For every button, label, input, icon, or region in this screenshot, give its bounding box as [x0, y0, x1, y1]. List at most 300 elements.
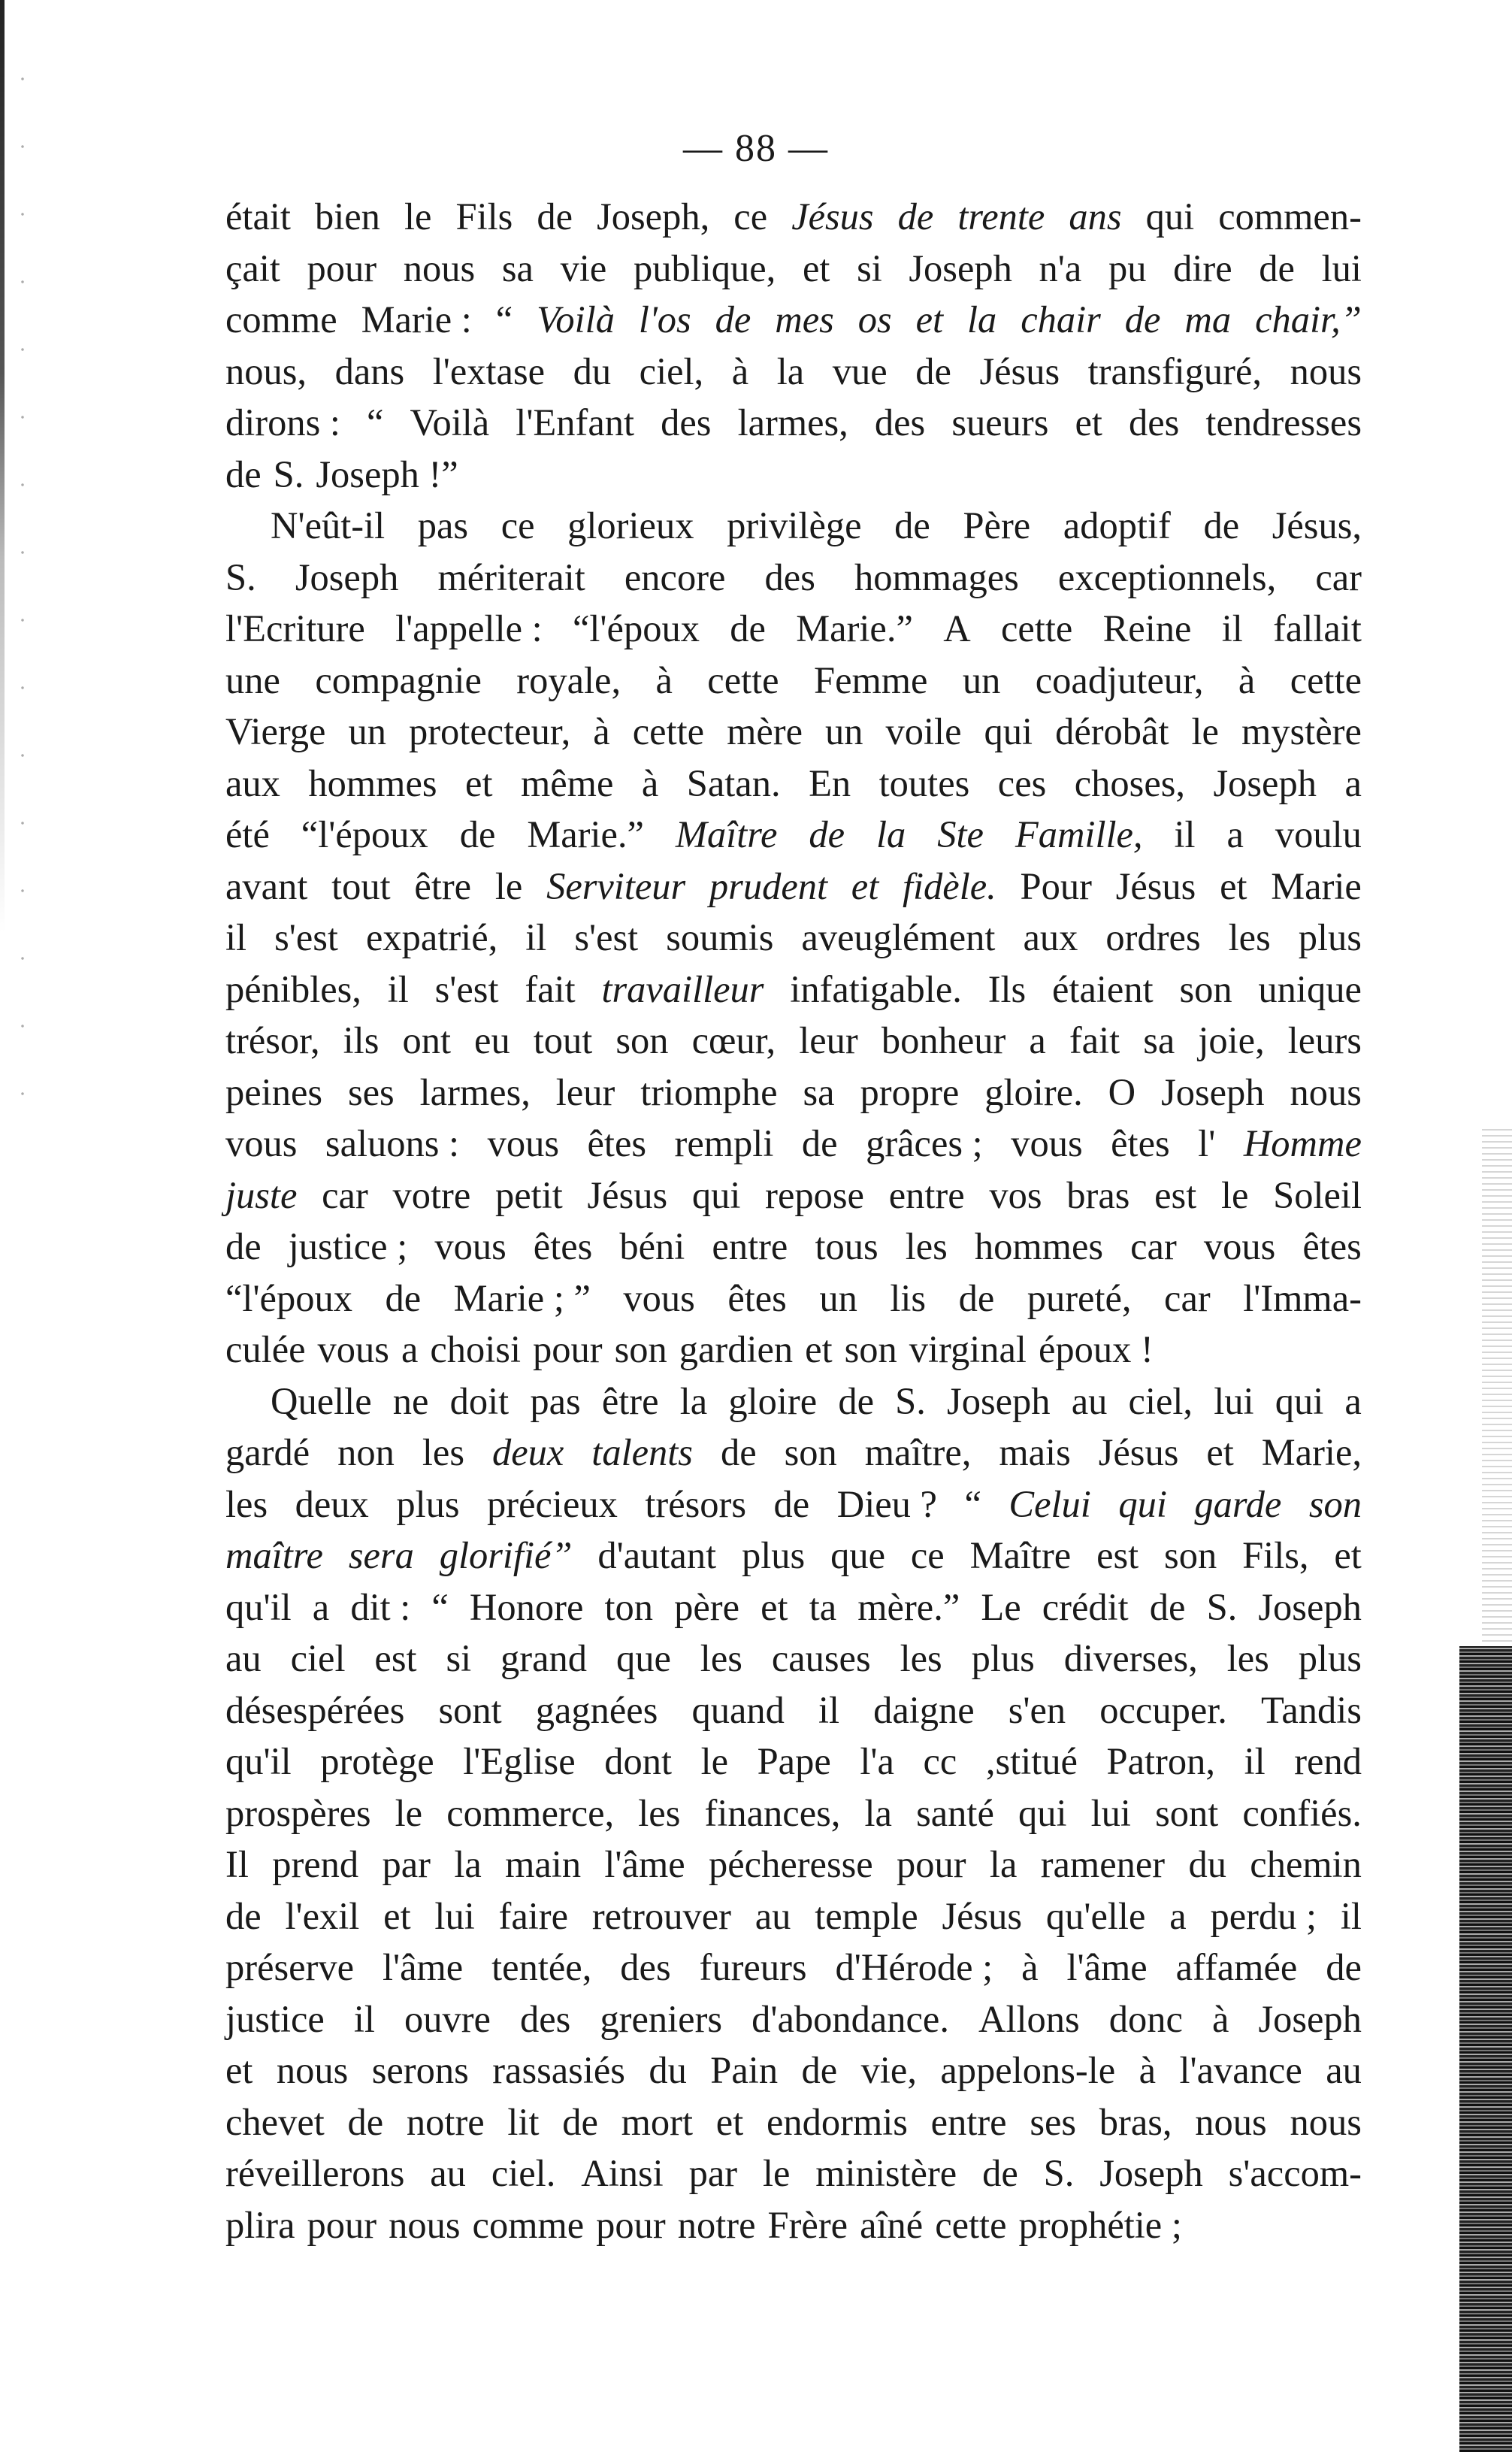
- word: protège: [320, 1740, 434, 1782]
- word: de: [809, 813, 845, 855]
- word: son: [614, 1328, 667, 1370]
- word: justice ;: [288, 1225, 408, 1267]
- word: occuper.: [1099, 1688, 1227, 1731]
- word: O: [1108, 1070, 1136, 1113]
- word: hommages: [854, 555, 1019, 598]
- word: choses,: [1074, 761, 1186, 804]
- word: de: [1124, 298, 1161, 341]
- word: fait: [525, 967, 576, 1010]
- word: les: [1226, 1637, 1269, 1679]
- word: lui: [1090, 1791, 1131, 1834]
- text-line: [225, 552, 1362, 604]
- text-line: [225, 1479, 1362, 1530]
- word: sa: [1143, 1019, 1175, 1061]
- word: privilège: [727, 504, 862, 546]
- word: son: [784, 1431, 837, 1473]
- word: sa: [501, 247, 534, 289]
- word: il: [818, 1688, 839, 1731]
- word: s'est: [574, 916, 639, 958]
- word: réveillerons: [225, 2152, 405, 2194]
- word: dit :: [350, 1585, 411, 1628]
- word: Ils: [987, 967, 1027, 1010]
- word: larmes,: [737, 401, 848, 443]
- word: l'a: [860, 1740, 894, 1782]
- word: la: [679, 1379, 708, 1422]
- word: Joseph: [1213, 761, 1317, 804]
- word: temple: [815, 1894, 918, 1937]
- page-number: — 88 —: [683, 127, 829, 170]
- word: le: [395, 1791, 423, 1834]
- word: il: [387, 967, 409, 1010]
- word: cette: [935, 2203, 1007, 2246]
- word: confiés.: [1242, 1791, 1362, 1834]
- word: ciel,: [639, 350, 704, 392]
- word: adoptif: [1063, 504, 1171, 546]
- word: deux: [491, 1431, 564, 1473]
- word: Marie: [1271, 864, 1362, 907]
- word: comme: [472, 2203, 585, 2246]
- word: et: [851, 864, 879, 907]
- body-text: [225, 191, 1362, 2251]
- word: tendresses: [1205, 401, 1362, 443]
- word: il: [225, 916, 247, 958]
- word: le: [404, 195, 432, 238]
- word: greniers: [600, 1997, 723, 2040]
- word: choisi: [430, 1328, 521, 1370]
- word: des: [874, 401, 926, 443]
- word: de: [347, 2100, 384, 2143]
- word: entre: [712, 1225, 788, 1267]
- scan-right-edge-faint: [1482, 1128, 1512, 1646]
- scan-specks: [8, 45, 38, 1097]
- word: commen-: [1218, 195, 1362, 238]
- word: prend: [272, 1843, 359, 1885]
- word: Honore: [469, 1585, 584, 1628]
- word: lis: [890, 1276, 927, 1319]
- word: cc: [923, 1740, 957, 1782]
- word: la: [776, 350, 805, 392]
- word: ces: [997, 761, 1047, 804]
- word: ta: [809, 1585, 837, 1628]
- word: au: [430, 2152, 466, 2194]
- word: ciel.: [491, 2152, 556, 2194]
- word: vous: [434, 1225, 507, 1267]
- word: Marie :: [361, 298, 472, 341]
- text-line: [225, 1118, 1362, 1170]
- word: vous: [225, 1122, 298, 1164]
- word: crédit: [1042, 1585, 1129, 1628]
- text-line: [225, 1067, 1362, 1119]
- word: çait: [225, 247, 280, 289]
- word: pas: [417, 504, 469, 546]
- word: nous,: [225, 350, 307, 392]
- word: de: [385, 1276, 422, 1319]
- text-line: [225, 706, 1362, 758]
- word: quand: [691, 1688, 785, 1731]
- word: de: [1203, 504, 1240, 546]
- word: Joseph: [947, 1379, 1051, 1422]
- word: vous: [1011, 1122, 1083, 1164]
- text-line: [225, 397, 1362, 449]
- text-line: [225, 1736, 1362, 1788]
- word: vue: [832, 350, 888, 392]
- word: qui: [691, 1173, 741, 1216]
- word: s'est: [274, 916, 338, 958]
- word: santé: [916, 1791, 994, 1834]
- word: mort: [621, 2100, 694, 2143]
- word: En: [809, 761, 851, 804]
- word: Joseph: [1258, 1997, 1362, 2040]
- word: le: [1191, 710, 1219, 752]
- word: son: [1308, 1482, 1362, 1525]
- word: un: [348, 710, 386, 752]
- word: pu: [1108, 247, 1147, 289]
- word: eu: [474, 1019, 510, 1061]
- word: bras,: [1099, 2100, 1172, 2143]
- word: a: [1344, 1379, 1362, 1422]
- word: expatrié,: [365, 916, 498, 958]
- word: aux: [225, 761, 280, 804]
- word: S.: [273, 453, 304, 495]
- word: justice: [225, 1997, 325, 2040]
- word: trésor,: [225, 1019, 320, 1061]
- word: appelons-le: [940, 2049, 1116, 2091]
- word: “: [367, 401, 384, 443]
- word: retrouver: [591, 1894, 731, 1937]
- word: et: [1220, 864, 1247, 907]
- word: son: [1179, 967, 1232, 1010]
- word: de: [801, 1122, 838, 1164]
- word: faire: [498, 1894, 569, 1937]
- word: vous: [317, 1328, 389, 1370]
- word: main: [505, 1843, 582, 1885]
- word: cœur,: [691, 1019, 776, 1061]
- text-line: [225, 1890, 1362, 1942]
- word: de: [720, 1431, 757, 1473]
- word: compagnie: [315, 658, 482, 701]
- word: Joseph: [1161, 1070, 1265, 1113]
- word: Il: [225, 1843, 249, 1885]
- word: Satan.: [686, 761, 781, 804]
- word: fait: [1069, 1019, 1120, 1061]
- text-line: [225, 1170, 1362, 1221]
- word: tous: [815, 1225, 878, 1267]
- word: Frère: [767, 2203, 848, 2246]
- word: du: [573, 350, 612, 392]
- text-line: [225, 2096, 1362, 2148]
- word: Jésus: [1115, 864, 1196, 907]
- word: sont: [1155, 1791, 1219, 1834]
- word: protecteur,: [408, 710, 571, 752]
- word: finances,: [704, 1791, 841, 1834]
- word: Patron,: [1106, 1740, 1215, 1782]
- word: et: [715, 2100, 744, 2143]
- word: Celui: [1009, 1482, 1091, 1525]
- word: voulu: [1275, 813, 1362, 855]
- text-line: [225, 758, 1362, 810]
- word: étaient: [1052, 967, 1154, 1010]
- word: à: [731, 350, 749, 392]
- word: de: [459, 813, 496, 855]
- word: prospères: [225, 1791, 371, 1834]
- word: publique,: [633, 247, 776, 289]
- word: Marie.”: [796, 607, 913, 649]
- word: il: [1174, 813, 1196, 855]
- word: dérobât: [1055, 710, 1169, 752]
- text-line: [225, 191, 1362, 243]
- word: Allons: [978, 1997, 1080, 2040]
- word: Joseph !”: [316, 453, 458, 495]
- word: lui: [1321, 247, 1362, 289]
- scan-right-edge: [1459, 1646, 1512, 2452]
- word: ministère: [815, 2152, 957, 2194]
- word: son: [615, 1019, 669, 1061]
- word: travailleur: [601, 967, 764, 1010]
- word: il: [525, 916, 547, 958]
- text-line: [225, 2045, 1362, 2096]
- word: à: [1021, 1946, 1039, 1988]
- word: ans: [1069, 195, 1122, 238]
- word: et: [383, 1894, 411, 1937]
- text-line: [225, 2199, 1362, 2251]
- word: ce: [733, 195, 768, 238]
- word: soumis: [666, 916, 774, 958]
- word: de: [958, 1276, 995, 1319]
- word: endormis: [766, 2100, 908, 2143]
- word: vous: [1203, 1225, 1276, 1267]
- word: “: [495, 298, 513, 341]
- word: Homme: [1243, 1122, 1362, 1164]
- word: l'Enfant: [516, 401, 635, 443]
- word: ne: [392, 1379, 429, 1422]
- word: la: [864, 1791, 892, 1834]
- word: Jésus: [1098, 1431, 1179, 1473]
- word: les: [900, 1637, 942, 1679]
- word: ils: [343, 1019, 380, 1061]
- word: triomphe: [640, 1070, 778, 1113]
- word: et: [805, 1328, 833, 1370]
- word: Serviteur: [546, 864, 686, 907]
- word: les: [638, 1791, 681, 1834]
- word: ce: [910, 1534, 945, 1576]
- text-line: [225, 1685, 1362, 1736]
- word: l'Ecriture: [225, 607, 365, 649]
- word: aveuglément: [801, 916, 996, 958]
- word: qu'elle: [1045, 1894, 1146, 1937]
- word: son: [844, 1328, 897, 1370]
- word: Joseph,: [597, 195, 710, 238]
- word: de: [894, 504, 930, 546]
- word: bonheur: [881, 1019, 1006, 1061]
- text-line: [225, 809, 1362, 861]
- word: hommes: [974, 1225, 1104, 1267]
- word: pureté,: [1027, 1276, 1132, 1319]
- word: bien: [314, 195, 380, 238]
- word: même: [520, 761, 614, 804]
- word: nous: [1290, 2100, 1362, 2143]
- word: garde: [1194, 1482, 1282, 1525]
- word: car: [1315, 555, 1362, 598]
- word: l'âme: [1066, 1946, 1148, 1988]
- word: “: [431, 1585, 449, 1628]
- word: leurs: [1287, 1019, 1362, 1061]
- word: à: [1139, 2049, 1157, 2091]
- word: rempli: [674, 1122, 774, 1164]
- word: les: [1228, 916, 1271, 958]
- word: le: [494, 864, 523, 907]
- word: Femme: [813, 658, 928, 701]
- word: et: [1075, 401, 1102, 443]
- word: diverses,: [1063, 1637, 1198, 1679]
- word: gagnées: [535, 1688, 658, 1731]
- word: Joseph: [295, 555, 399, 598]
- word: par: [688, 2152, 738, 2194]
- word: le: [762, 2152, 791, 2194]
- word: de: [1326, 1946, 1362, 1988]
- word: au: [1071, 1379, 1108, 1422]
- word: mystère: [1241, 710, 1362, 752]
- word: de: [225, 1894, 262, 1937]
- word: était: [225, 195, 291, 238]
- text-line: [225, 861, 1362, 913]
- word: perdu ;: [1210, 1894, 1317, 1937]
- word: plus: [971, 1637, 1035, 1679]
- word: Soleil: [1273, 1173, 1362, 1216]
- word: de: [838, 1379, 874, 1422]
- word: grâces ;: [866, 1122, 983, 1164]
- word: de: [915, 350, 951, 392]
- text-line: [225, 1633, 1362, 1685]
- word: S.: [1206, 1585, 1238, 1628]
- word: infatigable.: [790, 967, 962, 1010]
- word: pour: [897, 1843, 966, 1885]
- word: talents: [591, 1431, 693, 1473]
- word: “l'époux: [225, 1276, 352, 1319]
- word: plus: [742, 1534, 806, 1576]
- word: le: [700, 1740, 729, 1782]
- word: exceptionnels,: [1057, 555, 1277, 598]
- word: pécheresse: [708, 1843, 873, 1885]
- word: Joseph: [1258, 1585, 1362, 1628]
- text-line: [225, 243, 1362, 295]
- word: propre: [860, 1070, 960, 1113]
- word: car: [1164, 1276, 1211, 1319]
- word: Voilà: [537, 298, 615, 341]
- word: Maître: [675, 813, 778, 855]
- word: notre: [677, 2203, 756, 2246]
- word: transfiguré,: [1087, 350, 1263, 392]
- word: époux !: [1038, 1328, 1154, 1370]
- word: des: [620, 1946, 671, 1988]
- word: de: [773, 1482, 810, 1525]
- word: a: [401, 1328, 419, 1370]
- word: pour: [533, 1328, 603, 1370]
- word: sa: [803, 1070, 835, 1113]
- word: Marie ; ”: [453, 1276, 591, 1319]
- word: donc: [1108, 1997, 1183, 2040]
- word: vie,: [860, 2049, 917, 2091]
- word: vos: [989, 1173, 1042, 1216]
- word: dans: [334, 350, 405, 392]
- word: n'a: [1039, 247, 1082, 289]
- word: l'appelle :: [395, 607, 543, 649]
- word: qui: [1018, 1791, 1067, 1834]
- word: d'Hérode ;: [835, 1946, 993, 1988]
- text-line: [225, 1376, 1362, 1427]
- word: des: [764, 555, 815, 598]
- text-line: [225, 603, 1362, 655]
- word: a: [1344, 761, 1362, 804]
- word: mère.”: [857, 1585, 960, 1628]
- word: d'autant: [597, 1534, 717, 1576]
- word: êtes: [533, 1225, 593, 1267]
- word: dire: [1173, 247, 1232, 289]
- word: toutes: [878, 761, 970, 804]
- word: Joseph: [1099, 2152, 1203, 2194]
- word: qu'il: [225, 1585, 292, 1628]
- word: s'est: [434, 967, 499, 1010]
- word: lui: [434, 1894, 475, 1937]
- word: l'Eglise: [463, 1740, 576, 1782]
- word: s'en: [1008, 1688, 1066, 1731]
- word: tout: [331, 864, 391, 907]
- word: petit: [495, 1173, 563, 1216]
- word: Jésus: [979, 350, 1060, 392]
- word: êtes: [1302, 1225, 1362, 1267]
- word: de: [225, 1225, 262, 1267]
- word: l'avance: [1179, 2049, 1302, 2091]
- word: précieux: [487, 1482, 618, 1525]
- word: et: [465, 761, 493, 804]
- word: royale,: [516, 658, 621, 701]
- word: Jésus,: [1272, 504, 1362, 546]
- text-line: [225, 1942, 1362, 1993]
- text-line: [225, 1993, 1362, 2045]
- word: de: [715, 298, 751, 341]
- word: la: [876, 813, 906, 855]
- word: entre: [888, 1173, 965, 1216]
- word: A: [943, 607, 971, 649]
- word: est: [1096, 1534, 1139, 1576]
- word: l': [1198, 1122, 1216, 1164]
- text-line: [225, 964, 1362, 1016]
- word: non: [337, 1431, 395, 1473]
- word: l'âme: [604, 1843, 685, 1885]
- word: car: [322, 1173, 368, 1216]
- word: et: [761, 1585, 788, 1628]
- word: nous: [1195, 2100, 1267, 2143]
- word: coadjuteur,: [1035, 658, 1204, 701]
- word: chevet: [225, 2100, 325, 2143]
- word: plus: [1298, 916, 1362, 958]
- word: par: [382, 1843, 431, 1885]
- word: il: [1340, 1894, 1362, 1937]
- word: et: [915, 298, 944, 341]
- word: qui: [1145, 195, 1195, 238]
- word: Jésus: [587, 1173, 668, 1216]
- word: Marie,: [1261, 1431, 1362, 1473]
- text-line: [225, 1582, 1362, 1633]
- word: deux: [295, 1482, 369, 1525]
- word: avant: [225, 864, 308, 907]
- word: cette: [1000, 607, 1073, 649]
- word: est: [1154, 1173, 1197, 1216]
- text-line: [225, 1839, 1362, 1890]
- word: Pain: [710, 2049, 779, 2091]
- word: au: [1326, 2049, 1362, 2091]
- word: ce: [500, 504, 535, 546]
- word: fureurs: [699, 1946, 807, 1988]
